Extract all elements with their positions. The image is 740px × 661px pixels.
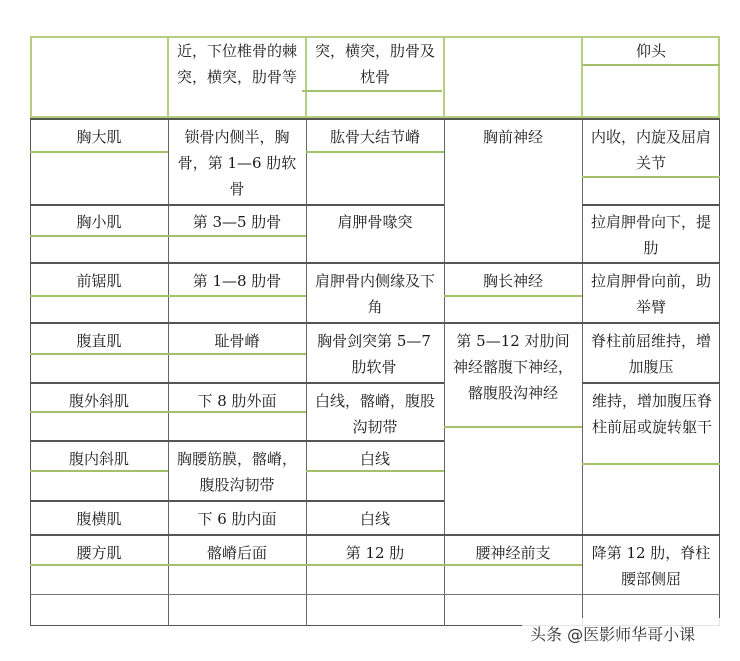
sub-line xyxy=(30,295,306,297)
insertion-cell: 白线，髂嵴，腹股沟韧带 xyxy=(314,392,435,436)
col-divider xyxy=(168,36,169,626)
sub-line xyxy=(302,90,442,92)
muscle-name-cell: 胸小肌 xyxy=(76,213,122,231)
action-cell: 维持，增加腹压脊柱前屈或旋转躯干 xyxy=(591,392,712,436)
col-divider xyxy=(582,36,583,626)
action-cell: 拉肩胛骨向前，助举臂 xyxy=(590,272,711,316)
action-cell: 脊柱前屈维持，增加腹压 xyxy=(590,332,711,376)
muscle-name-cell: 前锯肌 xyxy=(76,272,122,290)
origin-cell: 第 1—8 肋骨 xyxy=(192,272,282,290)
insertion-cell: 白线 xyxy=(359,510,390,528)
nerve-cell: 第 5—12 对肋间神经髂腹下神经，髂腹股沟神经 xyxy=(452,332,573,402)
origin-cell: 锁骨内侧半，胸骨，第 1—6 肋软骨 xyxy=(177,128,297,198)
origin-cell: 胸腰筋膜，髂嵴，腹股沟韧带 xyxy=(176,450,297,494)
insertion-cell: 胸骨剑突第 5—7 肋软骨 xyxy=(317,332,431,376)
header-insertion-cell: 突，横突，肋骨及枕骨 xyxy=(314,42,435,86)
row-separator xyxy=(30,594,720,595)
nerve-cell: 胸前神经 xyxy=(482,128,543,146)
row-separator xyxy=(30,204,444,206)
row-separator xyxy=(30,118,720,120)
action-cell: 降第 12 肋，脊柱腰部侧屈 xyxy=(591,544,711,588)
origin-cell: 下 8 肋外面 xyxy=(197,392,277,410)
col-divider-accent xyxy=(305,36,307,118)
origin-cell: 下 6 肋内面 xyxy=(197,510,277,528)
insertion-cell: 肱骨大结节嵴 xyxy=(329,128,420,146)
muscle-name-cell: 腹直肌 xyxy=(76,332,122,350)
muscle-name-cell: 腰方肌 xyxy=(76,544,122,562)
row-separator xyxy=(30,382,444,384)
sub-line xyxy=(30,235,306,237)
col-divider-accent xyxy=(167,36,169,118)
sub-line xyxy=(444,426,582,428)
insertion-cell: 肩胛骨喙突 xyxy=(337,213,413,231)
row-separator xyxy=(30,440,444,442)
watermark-text: 头条 @医影师华哥小课 xyxy=(530,625,696,644)
row-separator xyxy=(582,382,720,384)
sub-line xyxy=(582,463,720,465)
row-separator xyxy=(30,534,720,536)
sub-line xyxy=(30,151,168,153)
sub-line xyxy=(582,64,720,66)
muscle-name-cell: 胸大肌 xyxy=(76,128,122,146)
muscle-table xyxy=(30,36,720,626)
origin-cell: 髂嵴后面 xyxy=(206,544,267,562)
nerve-cell: 胸长神经 xyxy=(482,272,543,290)
sub-line xyxy=(306,151,444,153)
col-divider-accent xyxy=(581,36,583,118)
muscle-name-cell: 腹横肌 xyxy=(76,510,122,528)
row-separator xyxy=(30,322,720,324)
row-separator xyxy=(30,500,444,502)
insertion-cell: 白线 xyxy=(359,450,390,468)
row-separator xyxy=(582,204,720,206)
insertion-cell: 肩胛骨内侧缘及下角 xyxy=(314,272,435,316)
origin-cell: 第 3—5 肋骨 xyxy=(192,213,282,231)
action-cell: 拉肩胛骨向下，提肋 xyxy=(590,213,711,257)
header-origin-cell: 近，下位椎骨的棘突，横突，肋骨等 xyxy=(176,42,297,86)
nerve-cell: 腰神经前支 xyxy=(475,544,551,562)
col-divider-accent xyxy=(443,36,445,118)
muscle-name-cell: 腹内斜肌 xyxy=(68,450,129,468)
insertion-cell: 第 12 肋 xyxy=(345,544,405,562)
row-separator xyxy=(30,262,720,264)
muscle-name-cell: 腹外斜肌 xyxy=(68,392,129,410)
sub-line xyxy=(582,176,720,178)
origin-cell: 耻骨嵴 xyxy=(214,332,260,350)
sub-line xyxy=(444,295,582,297)
col-divider xyxy=(306,36,307,626)
col-divider xyxy=(444,36,445,626)
header-action-cell: 仰头 xyxy=(635,42,666,60)
action-cell: 内收，内旋及屈肩关节 xyxy=(590,128,711,172)
